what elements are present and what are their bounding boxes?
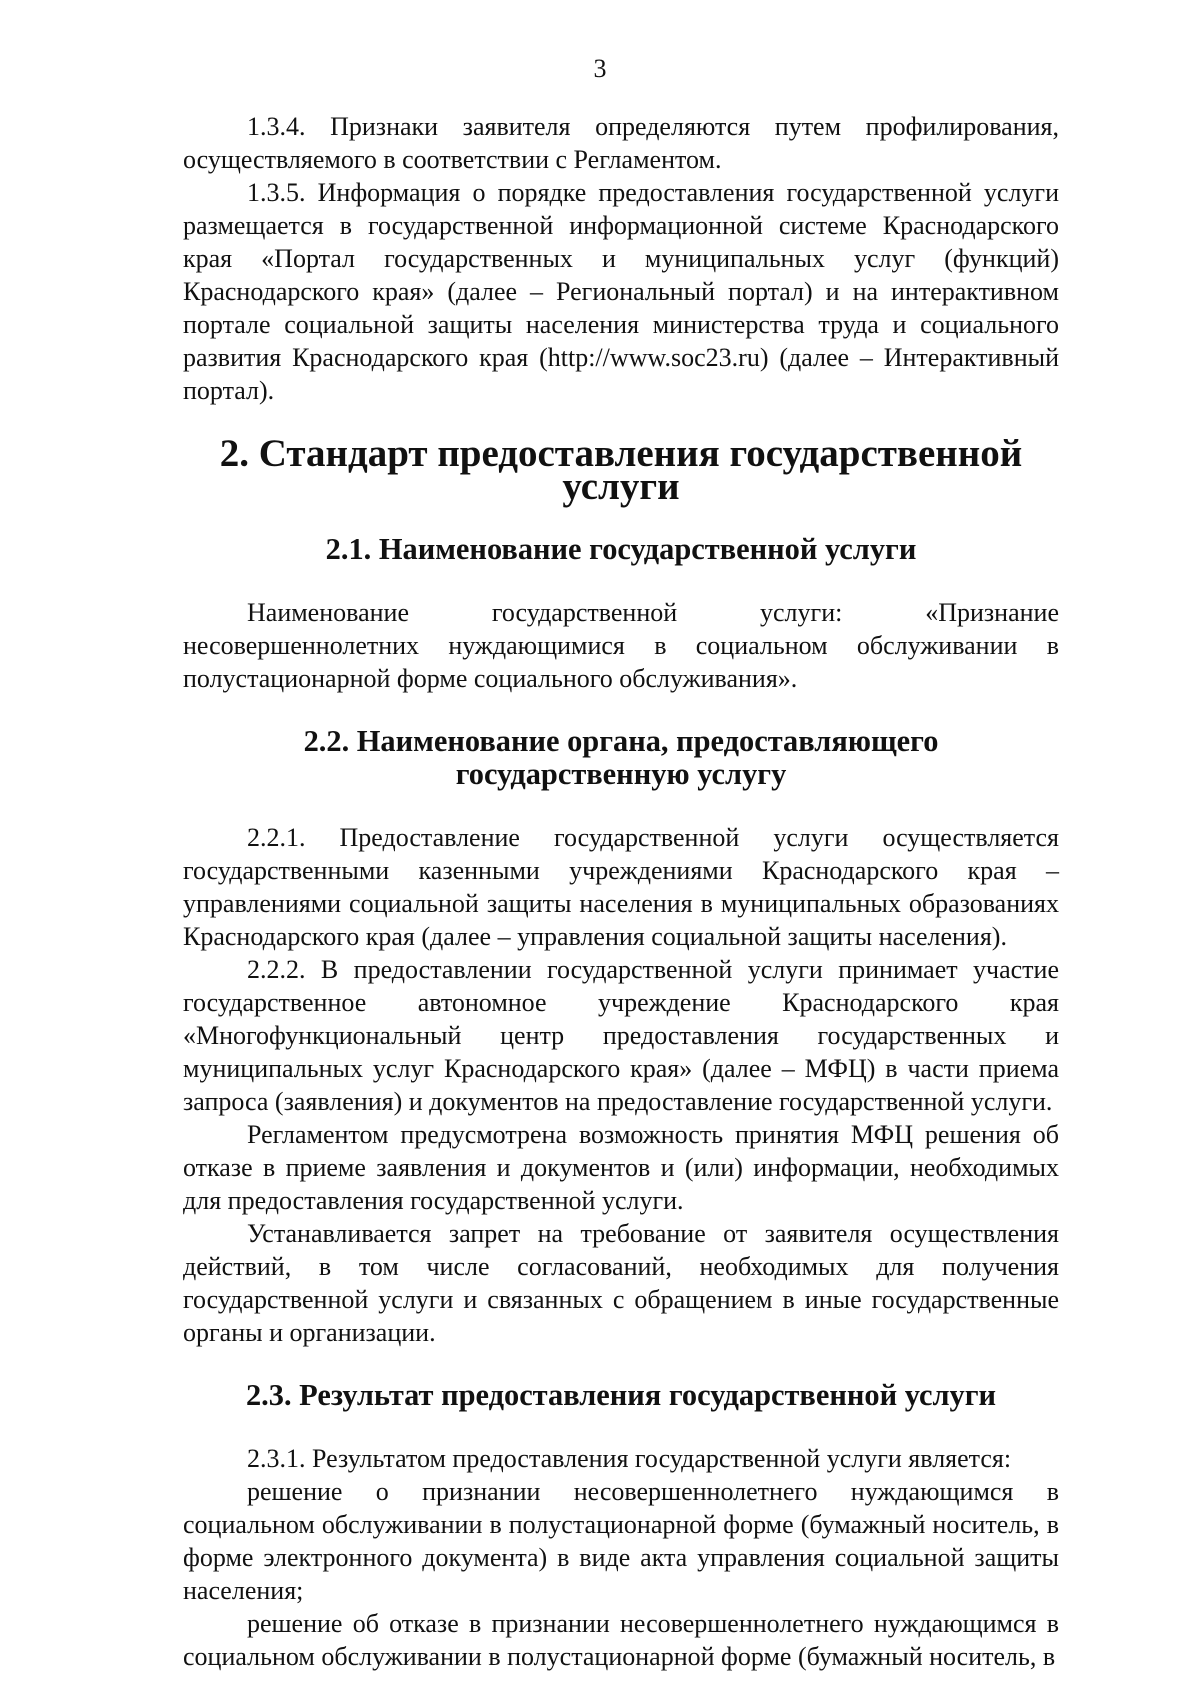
paragraph-decision-recognition: решение о признании несовершеннолетнего нуждающимся в социальном обслуживании в полустационарной форме (бумажный носитель, в форме электронного документа) в виде акта управления социальной защиты населения; xyxy=(183,1477,1059,1605)
paragraph-prohibition: Устанавливается запрет на требование от заявителя осуществления действий, в том числе согласований, необходимых для получения государственной услуги и связанных с обращением в иные государственные органы и организации. xyxy=(183,1219,1059,1347)
heading-line: государственную услугу xyxy=(455,757,787,791)
paragraph-mfc-refusal: Регламентом предусмотрена возможность принятия МФЦ решения об отказе в приеме заявления и документов и (или) информации, необходимых для предоставления государственной услуги. xyxy=(183,1120,1059,1215)
subsection-heading-2-1 xyxy=(183,533,1059,566)
heading-line: 2. Стандарт предоставления государственной услуги xyxy=(219,432,1023,508)
paragraph-service-name: Наименование государственной услуги: «Признание несовершеннолетних нуждающимися в социальном обслуживании в полустационарной форме социального обслуживания». xyxy=(183,598,1059,693)
paragraph-2-3-1: 2.3.1. Результатом предоставления государственной услуги является: xyxy=(247,1444,1012,1473)
paragraph-1-3-4: 1.3.4. Признаки заявителя определяются путем профилирования, осуществляемого в соответствии с Регламентом. xyxy=(183,112,1059,174)
section-heading-2 xyxy=(183,432,1059,508)
paragraph-2-2-1: 2.2.1. Предоставление государственной услуги осуществляется государственными казенными учреждениями Краснодарского края – управлениями социальной защиты населения в муниципальных образованиях Краснодарского края (далее – управления социальной защиты населения). xyxy=(183,823,1059,951)
heading-line: 2.3. Результат предоставления государственной услуги xyxy=(245,1378,997,1412)
subsection-heading-2-2 xyxy=(183,725,1059,791)
heading-line: 2.1. Наименование государственной услуги xyxy=(325,532,917,566)
heading-line: 2.2. Наименование органа, предоставляющего xyxy=(303,724,939,758)
paragraph-decision-refusal: решение об отказе в признании несовершеннолетнего нуждающимся в социальном обслуживании в полустационарной форме (бумажный носитель, в xyxy=(183,1609,1059,1671)
document-body xyxy=(183,110,1059,1673)
paragraph-2-2-2: 2.2.2. В предоставлении государственной услуги принимает участие государственное автономное учреждение Краснодарского края «Многофункциональный центр предоставления государственных и муниципальных услуг Краснодарского края» (далее – МФЦ) в части приема запроса (заявления) и документов на предоставление государственной услуги. xyxy=(183,955,1059,1116)
subsection-heading-2-3 xyxy=(183,1379,1059,1412)
page-number: 3 xyxy=(593,54,607,83)
paragraph-1-3-5: 1.3.5. Информация о порядке предоставления государственной услуги размещается в государственной информационной системе Краснодарского края «Портал государственных и муниципальных услуг (функций) Краснодарского края» (далее – Региональный портал) и на интерактивном портале социальной защиты населения министерства труда и социального развития Краснодарского края (http://www.soc23.ru) (далее – Интерактивный портал). xyxy=(183,178,1059,405)
